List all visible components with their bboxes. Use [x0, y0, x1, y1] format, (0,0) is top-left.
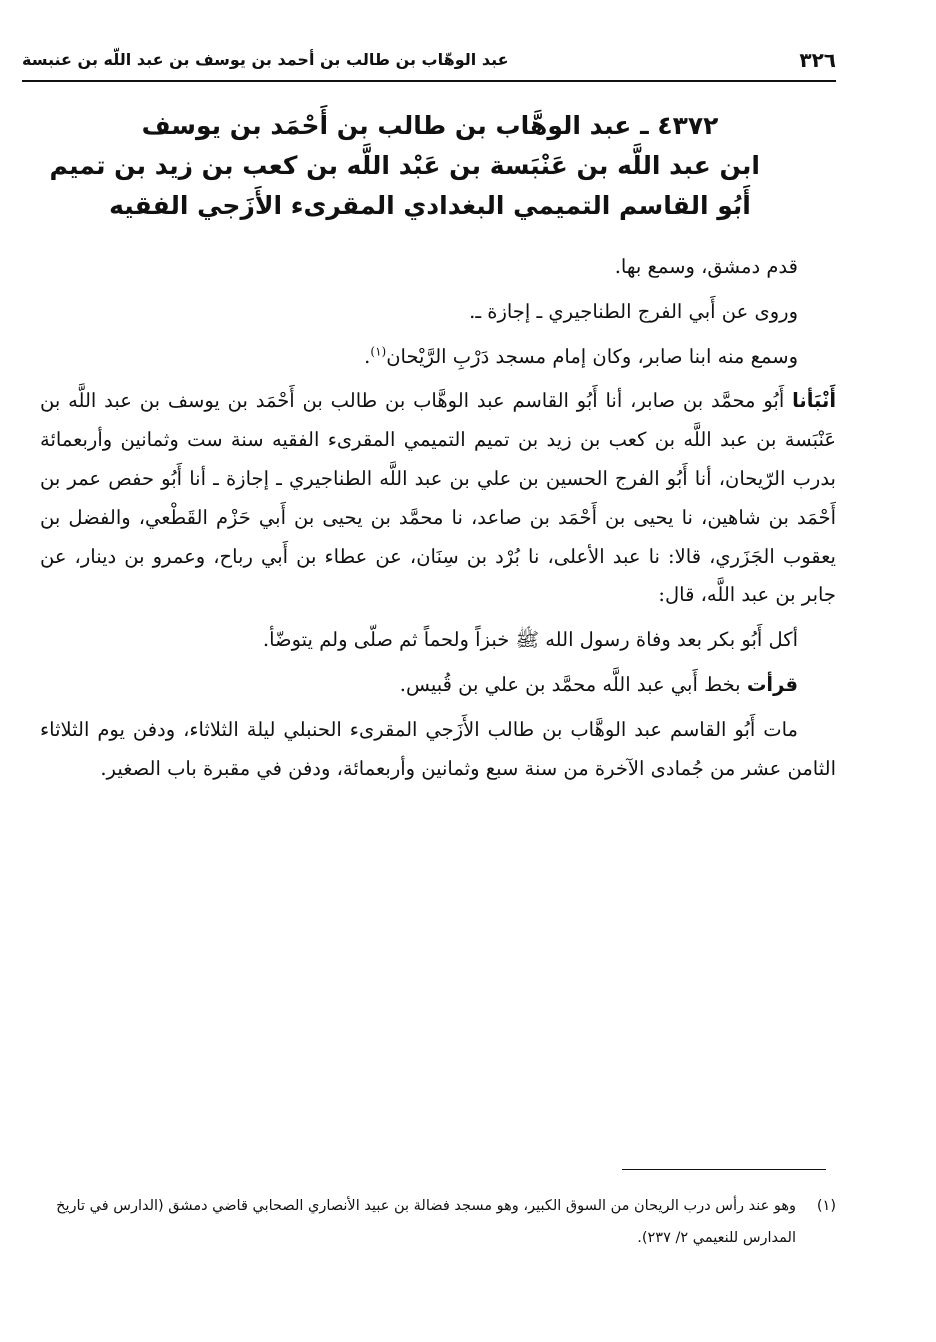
isnad-text: أَبُو محمَّد بن صابر، أنا أَبُو القاسم عبد الوهَّاب بن طالب بن أَحْمَد بن يوسف بن عبد اللَّه بن عَنْبَسة بن عبد اللَّه بن كعب بن زيد بن تميم التميمي المقرىء الفقيه سنة ست وثمانين وأربعمائة بدرب الرّيحان، أنا أَبُو الفرج الحسين بن علي بن عبد اللَّه الطناجيري ـ إجازة ـ أنا أَبُو حفص عمر بن أَحْمَد بن شاهين، نا يحيى بن أَحْمَد بن صاعد، نا محمَّد بن يحيى بن أَبي حَزْم القَطْعي، والفضل بن يعقوب الجَزَري، قالا: نا عبد الأعلى، نا بُرْد بن سِنَان، عن عطاء بن أَبي رباح، وعمرو بن دينار، عن جابر بن عبد اللَّه، قال:: [40, 389, 836, 607]
entry-body: [40, 248, 836, 788]
running-title: عبد الوهّاب بن طالب بن أحمد بن يوسف بن عبد اللّه بن عنبسة: [22, 50, 509, 69]
reading-lead-word: قرأت: [746, 672, 798, 696]
reading-text: بخط أَبي عبد اللَّه محمَّد بن علي بن قُبيس.: [399, 672, 741, 696]
paragraph-narration: وروى عن أَبي الفرج الطناجيري ـ إجازة ـ.: [469, 299, 798, 323]
footnote-ref[interactable]: (١): [370, 344, 387, 359]
entry-heading-line-3: أَبُو القاسم التميمي البغدادي المقرىء الأَزَجي الفقيه: [109, 191, 751, 220]
header-rule: [22, 80, 836, 82]
entry-heading: [49, 106, 760, 226]
entry-heading-line-1: ٤٣٧٢ ـ عبد الوهَّاب بن طالب بن أَحْمَد بن يوسف: [141, 111, 719, 140]
paragraph-students-text: وسمع منه ابنا صابر، وكان إمام مسجد دَرْبِ الرَّيْحان: [386, 344, 798, 368]
paragraph-isnad: [40, 382, 836, 615]
paragraph-death: مات أَبُو القاسم عبد الوهَّاب بن طالب الأَزَجي المقرىء الحنبلي ليلة الثلاثاء، ودفن يوم الثلاثاء الثامن عشر من جُمادى الآخرة من سنة سبع وثمانين وأربعمائة، ودفن في مقبرة باب الصغير.: [40, 717, 836, 780]
footnote-number: (١): [816, 1198, 836, 1214]
footnote-text: وهو عند رأس درب الريحان من السوق الكبير، وهو مسجد فضالة بن عبيد الأنصاري الصحابي قاضي دمشق (الدارس في تاريخ المدارس للنعيمي ٢/ ٢٣٧).: [56, 1198, 796, 1246]
isnad-lead-word: أَنْبَأنا: [792, 389, 837, 413]
footnote-rule: [622, 1169, 826, 1170]
page-number: ٣٢٦: [799, 48, 836, 72]
paragraph-students: [40, 338, 836, 377]
running-header: [22, 48, 836, 78]
entry-heading-line-2: ابن عبد اللَّه بن عَنْبَسة بن عَبْد اللَّه بن كعب بن زيد بن تميم: [49, 151, 760, 180]
paragraph-hadith: أكل أَبُو بكر بعد وفاة رسول الله ﷺ خبزاً ولحماً ثم صلّى ولم يتوضّأ.: [262, 628, 798, 652]
footnote: [30, 1190, 836, 1254]
paragraph-students-end: .: [364, 344, 371, 368]
paragraph-reading: [40, 666, 836, 705]
paragraph-arrival: قدم دمشق، وسمع بها.: [614, 255, 798, 278]
